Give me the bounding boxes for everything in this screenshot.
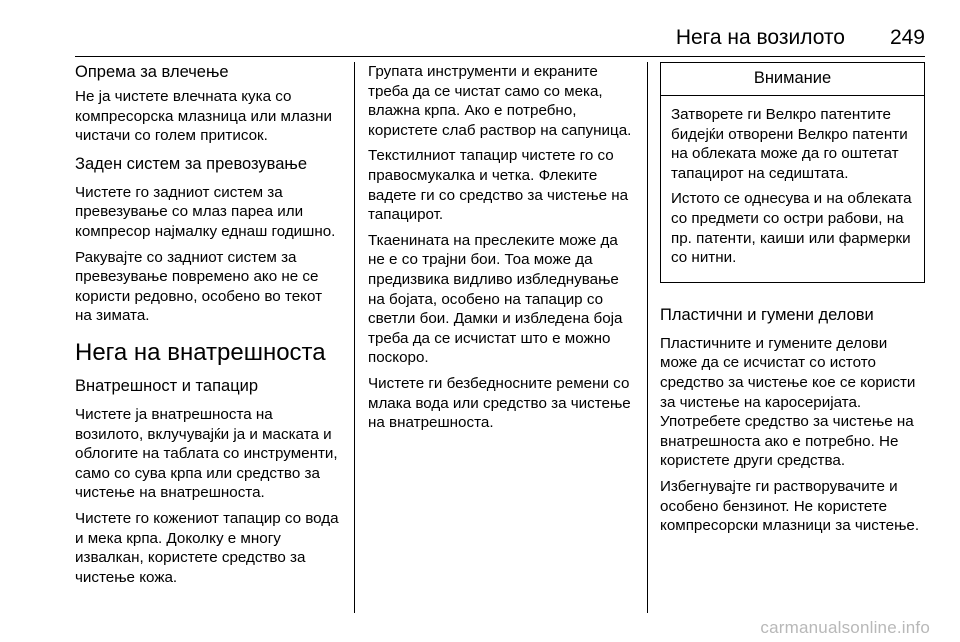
paragraph-carrier-2: Ракувајте со задниот систем за превезување повремено ако не се користи редовно, особено во текот на зимата.	[75, 248, 323, 325]
paragraph-trailer: Не ја чистете влечната кука со компресорска млазница или млазни чистачи со голем притисок.	[75, 88, 332, 145]
paragraph-instruments: Групата инструменти и екраните треба да се чистат само со мека, влажна крпа. Ако е потребно, користете слаб раствор на сапуница.	[368, 63, 632, 139]
header-title: Нега на возилото	[675, 26, 845, 49]
page-header	[75, 26, 925, 54]
warning-body	[661, 96, 924, 282]
paragraph-fabric-colour: Ткаенината на преслеките може да не е со трајни бои. Тоа може да предизвика видливо избледнување на бојата, особено на тапацир со светли бои. Дамки и избледена боја треба да се исчистат што е можно поскоро.	[368, 231, 623, 367]
header-rule	[75, 56, 925, 57]
heading-trailer-equipment: Опрема за влечење	[75, 63, 229, 81]
heading-rear-carrier: Заден систем за превозување	[75, 154, 307, 173]
paragraph-upholstery-2: Чистете го кожениот тапацир со вода и мека крпа. Доколку е многу извалкан, користете средство за чистење кожа.	[75, 509, 339, 586]
column-divider-1	[354, 62, 355, 613]
warning-paragraph-2: Истото се однесува и на облеката со предмети со остри рабови, на пр. патенти, каиши или фармерки со нитни.	[671, 190, 912, 267]
paragraph-plastic-1: Пластичните и гумените делови може да се исчистат со истото средство за чистење кое се користи за чистење на каросеријата. Употребете средство за чистење на внатрешноста ако е потребно. Не користете други средства.	[660, 334, 916, 470]
column-2	[368, 62, 636, 439]
warning-box	[660, 62, 925, 283]
warning-paragraph-1: Затворете ги Велкро патентите бидејќи отворени Велкро патенти на облеката може да го оштетат тапацирот на седиштата.	[671, 106, 908, 182]
paragraph-textile: Текстилниот тапацир чистете го со правосмукалка и четка. Флеките вадете ги со средство за чистење на тапацирот.	[368, 147, 629, 224]
paragraph-seat-belts: Чистете ги безбедносните ремени со млака вода или средство за чистење на внатрешноста.	[368, 374, 631, 432]
heading-interior-upholstery: Внатрешност и тапацир	[75, 376, 259, 395]
page-number: 249	[889, 26, 925, 49]
paragraph-upholstery-1: Чистете ја внатрешноста на возилото, вклучувајќи ја и маската и облогите на таблата со инструменти, само со сува крпа или средство за чистење на внатрешноста.	[75, 405, 338, 502]
column-divider-2	[647, 62, 648, 613]
heading-plastic-rubber: Пластични и гумени делови	[660, 305, 874, 324]
column-1	[75, 62, 343, 593]
section-title-interior-care: Нега на внатрешноста	[75, 338, 326, 366]
warning-title: Внимание	[661, 63, 924, 96]
paragraph-carrier-1: Чистете го задниот систем за превезување со млаз пареа или компресор најмалку еднаш годишно.	[75, 183, 336, 240]
watermark: carmanualsonline.info	[760, 618, 930, 637]
paragraph-plastic-2: Избегнувајте ги растворувачите и особено бензинот. Не користете компресорски млазници за чистење.	[660, 477, 920, 535]
column-3	[660, 62, 925, 542]
